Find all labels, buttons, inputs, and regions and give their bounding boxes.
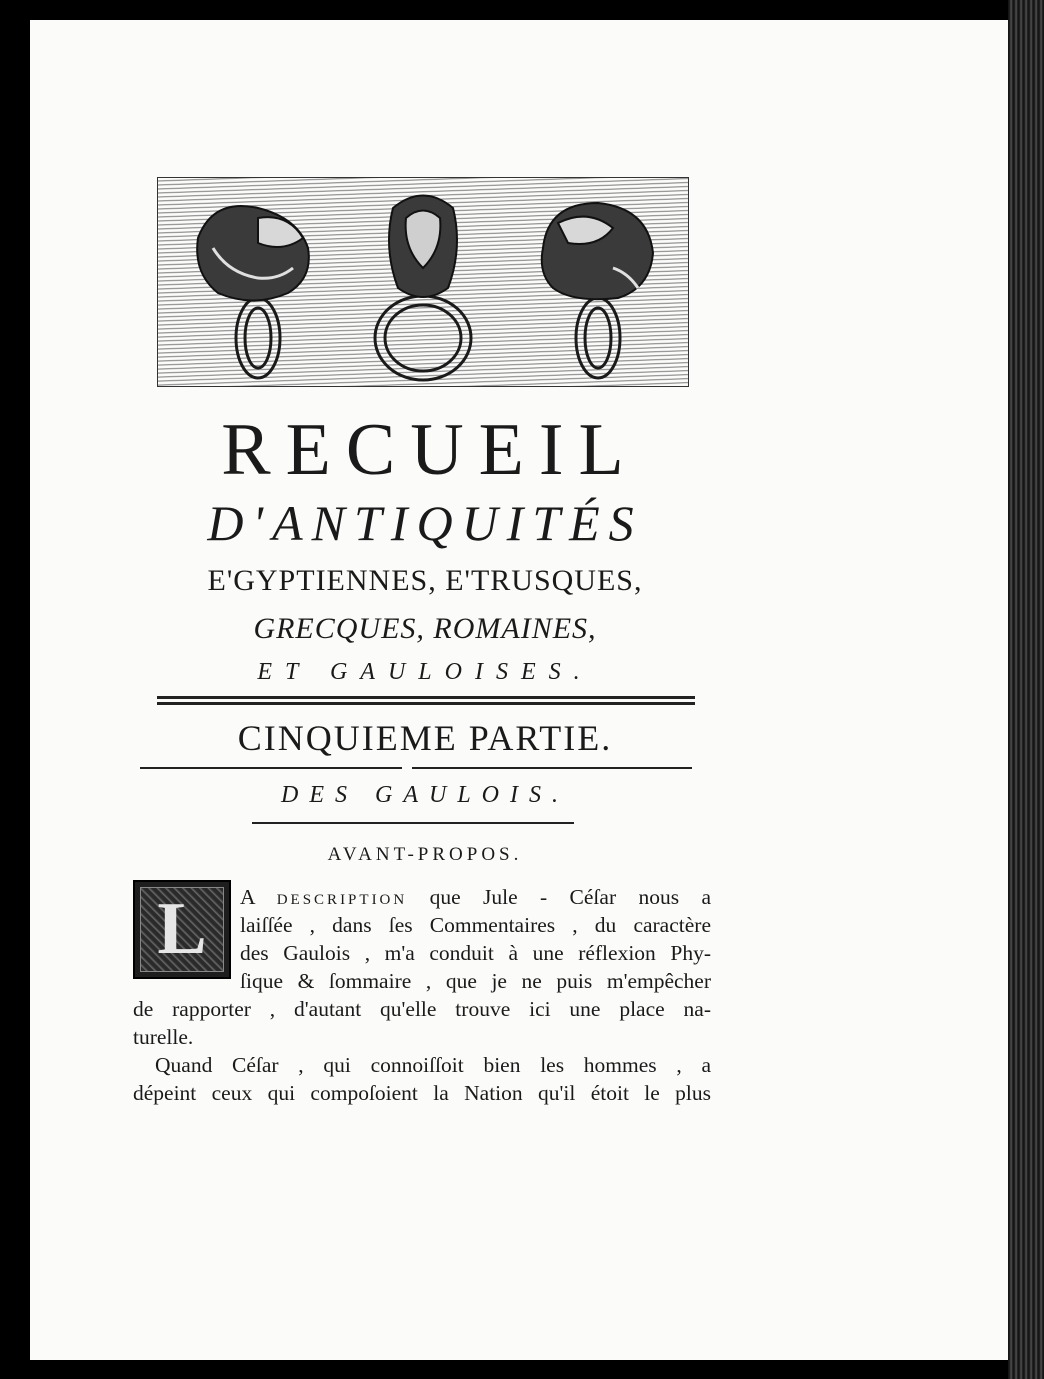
body-text [133,883,711,1107]
rule-divider-right [412,767,692,769]
drop-cap-letter: L [157,888,207,970]
book-page [30,20,1020,1360]
text-line [133,883,711,911]
rule-divider-left [140,767,402,769]
text-line: de rapporter , d'autant qu'elle trouve ici une place na- [133,997,711,1021]
text-line: turelle. [133,1025,194,1049]
engraved-rings-vignette [157,177,689,387]
rule-divider-short [252,822,574,824]
title-grecques: GRECQUES, ROMAINES, [253,612,597,645]
text-line: ſique & ſommaire , que je ne puis m'empêcher [240,969,711,993]
section-title: DES GAULOIS. [281,782,569,808]
double-rule-divider [157,696,695,705]
text-line: dépeint ceux qui compoſoient la Nation qu'il étoit le plus [133,1081,711,1105]
title-egyptiennes: E'GYPTIENNES, E'TRUSQUES, [207,564,643,597]
book-page-edges [1008,0,1044,1379]
title-gauloises: ET GAULOISES. [257,659,593,685]
rings-engraving-icon [158,178,688,386]
avant-propos-heading: AVANT-PROPOS. [327,844,523,865]
text-line-lead: A [240,885,277,909]
title-recueil: RECUEIL [221,409,639,491]
part-title: CINQUIEME PARTIE. [237,718,613,758]
text-line-rest: que Jule - Céſar nous a [407,885,711,909]
text-line-smallcaps: DESCRIPTION [276,892,408,908]
title-antiquites: D'ANTIQUITÉS [207,495,643,551]
text-line: Quand Céſar , qui connoiſſoit bien les hommes , a [155,1053,711,1077]
text-line: des Gaulois , m'a conduit à une réflexion Phy- [240,941,711,965]
text-line: laiſſée , dans ſes Commentaires , du caractère [240,913,711,937]
